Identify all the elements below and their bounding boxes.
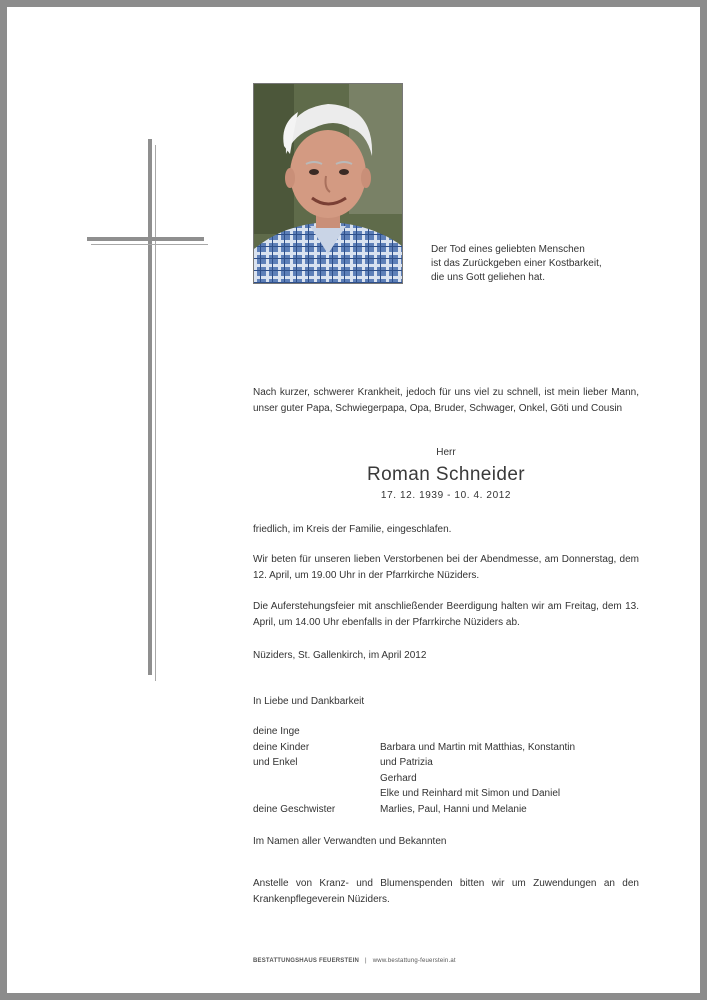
footer-separator: | (364, 958, 367, 964)
mass-text: Wir beten für unseren lieben Verstorbenen bei der Abendmesse, am Donnerstag, dem 12. April, um 19.00 Uhr in der Pfarrkirche Nüziders. (253, 554, 639, 581)
portrait-illustration (254, 84, 402, 283)
passed-line: friedlich, im Kreis der Familie, eingeschlafen. (253, 524, 452, 535)
family-names: Gerhard (380, 772, 417, 784)
cross-vertical-shadow (155, 145, 156, 681)
love-line: In Liebe und Dankbarkeit (253, 696, 365, 707)
family-role (253, 786, 380, 802)
family-list (253, 724, 639, 817)
quote-line: die uns Gott geliehen hat. (431, 272, 545, 283)
relatives-line: Im Namen aller Verwandten und Bekannten (253, 836, 447, 847)
portrait-photo (253, 83, 403, 284)
funeral-text: Die Auferstehungsfeier mit anschließender Beerdigung halten wir am Freitag, dem 13. April, um 14.00 Uhr ebenfalls in der Pfarrkirche Nüziders ab. (253, 601, 639, 628)
quote-line: Der Tod eines geliebten Menschen (431, 244, 585, 255)
salutation: Herr (436, 447, 456, 458)
family-row (253, 771, 639, 787)
footer (253, 958, 456, 964)
cross-horizontal-bar (87, 237, 204, 241)
family-role: deine Geschwister (253, 803, 336, 815)
place-date: Nüziders, St. Gallenkirch, im April 2012 (253, 650, 427, 661)
deceased-name: Roman Schneider (366, 464, 526, 485)
website-link[interactable]: www.bestattung-feuerstein.at (372, 958, 456, 964)
family-row (253, 740, 639, 756)
cross-vertical-bar (148, 139, 152, 675)
family-role (253, 771, 380, 787)
cross-horizontal-shadow (91, 244, 208, 245)
family-row (253, 802, 639, 818)
life-dates: 17. 12. 1939 - 10. 4. 2012 (380, 490, 512, 501)
family-names: Marlies, Paul, Hanni und Melanie (380, 803, 527, 815)
family-row (253, 786, 639, 802)
family-row (253, 755, 639, 771)
family-role: und Enkel (253, 757, 298, 768)
intro-text: Nach kurzer, schwerer Krankheit, jedoch für uns viel zu schnell, ist mein lieber Mann, unser guter Papa, Schwiegerpapa, Opa, Bruder, Schwager, Onkel, Göti und Cousin (253, 387, 639, 414)
family-row (253, 724, 639, 740)
donation-text: Anstelle von Kranz- und Blumenspenden bitten wir um Zuwendungen an den Krankenpflegeverein Nüziders. (253, 878, 639, 905)
family-role: deine Kinder (253, 741, 310, 753)
family-role: deine Inge (253, 726, 300, 737)
family-names: Barbara und Martin mit Matthias, Konstantin (380, 741, 576, 753)
family-names: Elke und Reinhard mit Simon und Daniel (380, 788, 561, 799)
funeral-home-name: BESTATTUNGSHAUS FEUERSTEIN (253, 958, 359, 964)
family-names: und Patrizia (380, 757, 433, 768)
memorial-quote (431, 243, 602, 285)
quote-line: ist das Zurückgeben einer Kostbarkeit, (431, 258, 602, 269)
